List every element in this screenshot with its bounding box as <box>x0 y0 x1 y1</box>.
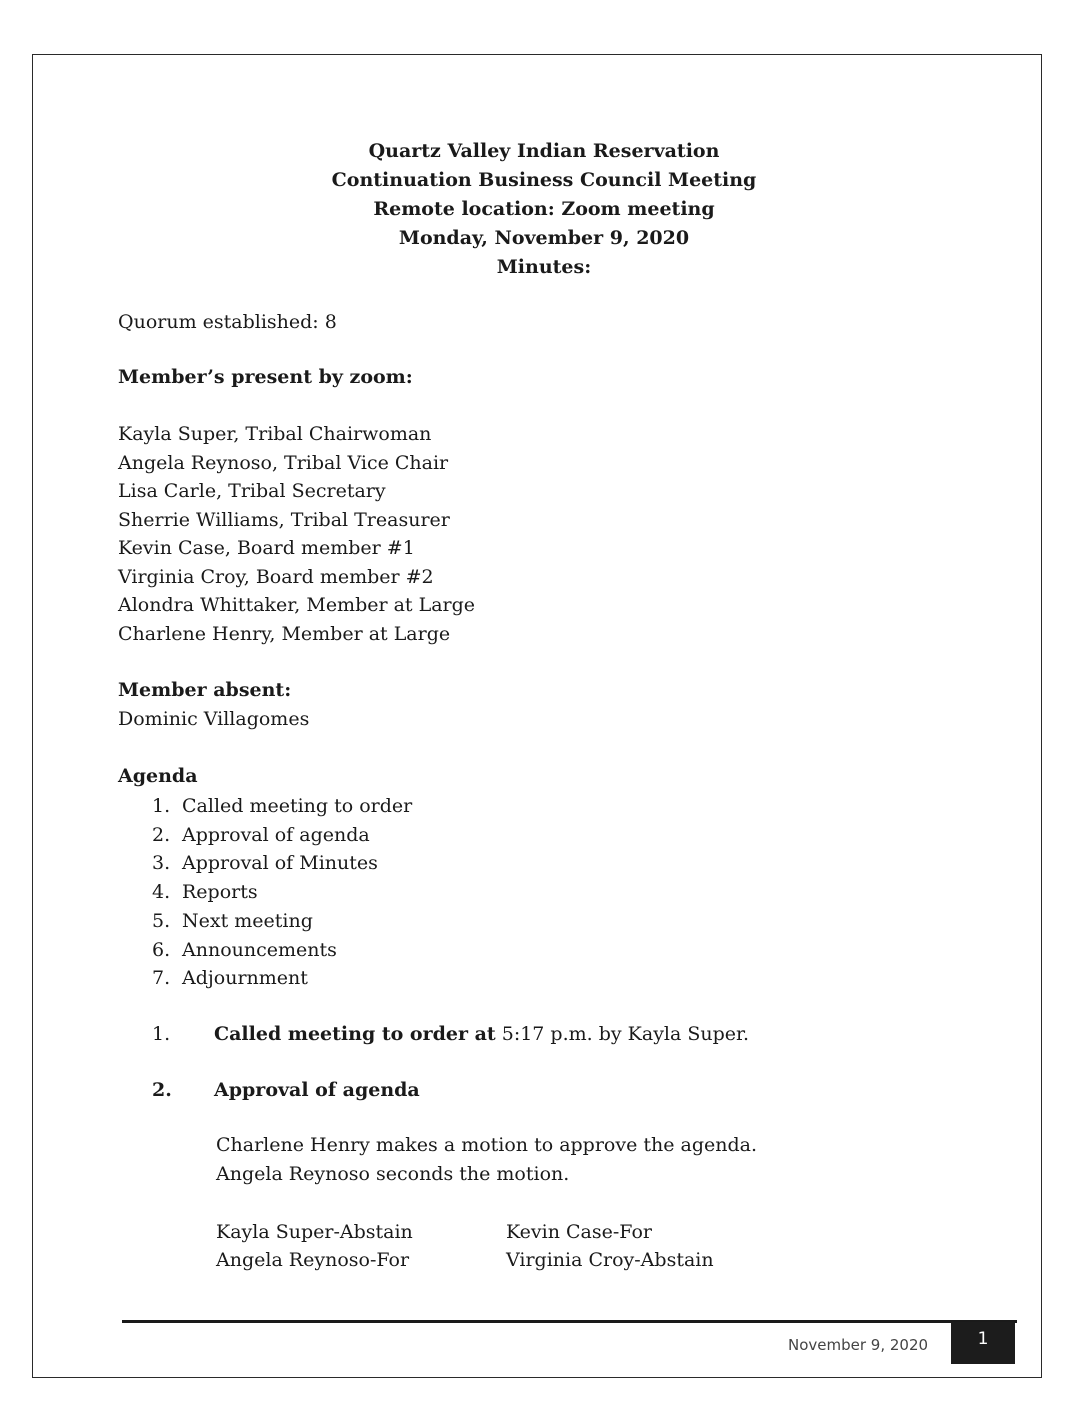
agenda-item: 2. Approval of agenda <box>152 823 370 846</box>
quorum-line: Quorum established: 8 <box>118 311 337 333</box>
header-meeting-type: Continuation Business Council Meeting <box>331 169 757 191</box>
header-date: Monday, November 9, 2020 <box>398 227 690 249</box>
member-item: Kevin Case, Board member #1 <box>118 537 415 559</box>
member-item: Alondra Whittaker, Member at Large <box>118 594 476 616</box>
member-item: Virginia Croy, Board member #2 <box>118 565 434 588</box>
agenda-heading: Agenda <box>118 765 198 787</box>
section-number: 1. <box>152 1023 171 1045</box>
section-2-heading <box>152 1079 420 1101</box>
vote-entry: Angela Reynoso-For <box>216 1249 410 1271</box>
section-2-title: Approval of agenda <box>214 1079 420 1101</box>
agenda-item: 7. Adjournment <box>152 967 308 990</box>
vote-tally <box>216 1218 714 1274</box>
absent-heading: Member absent: <box>118 679 292 701</box>
agenda-item: 4. Reports <box>152 881 258 904</box>
header-organization: Quartz Valley Indian Reservation <box>368 140 720 162</box>
page-number: 1 <box>951 1322 1015 1364</box>
section-1-text: 5:17 p.m. by Kayla Super. <box>495 1023 750 1045</box>
member-item: Charlene Henry, Member at Large <box>118 622 451 645</box>
member-item: Kayla Super, Tribal Chairwoman <box>118 423 432 445</box>
agenda-list <box>152 792 412 993</box>
present-members-list <box>118 420 475 648</box>
agenda-item: 1. Called meeting to order <box>152 795 413 817</box>
section-1-called-to-order <box>152 1023 749 1045</box>
footer-rule <box>122 1320 1017 1323</box>
agenda-item: 3. Approval of Minutes <box>152 852 378 875</box>
vote-entry: Kayla Super-Abstain <box>216 1221 413 1243</box>
section-number: 2. <box>152 1079 172 1101</box>
vote-entry: Kevin Case-For <box>506 1221 652 1243</box>
header-minutes-label: Minutes: <box>496 256 592 278</box>
member-item: Sherrie Williams, Tribal Treasurer <box>118 508 450 531</box>
absent-member: Dominic Villagomes <box>118 708 310 730</box>
footer-date: November 9, 2020 <box>788 1336 929 1354</box>
agenda-item: 5. Next meeting <box>152 909 313 932</box>
section-2-second: Angela Reynoso seconds the motion. <box>216 1163 570 1185</box>
document-header <box>0 137 1088 282</box>
member-item: Angela Reynoso, Tribal Vice Chair <box>118 451 449 474</box>
section-1-bold-text: Called meeting to order at <box>214 1023 496 1045</box>
vote-entry: Virginia Croy-Abstain <box>506 1249 714 1271</box>
agenda-item: 6. Announcements <box>152 938 337 961</box>
member-item: Lisa Carle, Tribal Secretary <box>118 480 386 502</box>
header-location: Remote location: Zoom meeting <box>373 198 715 220</box>
section-2-motion: Charlene Henry makes a motion to approve the agenda. <box>216 1134 758 1156</box>
present-heading: Member’s present by zoom: <box>118 366 413 388</box>
